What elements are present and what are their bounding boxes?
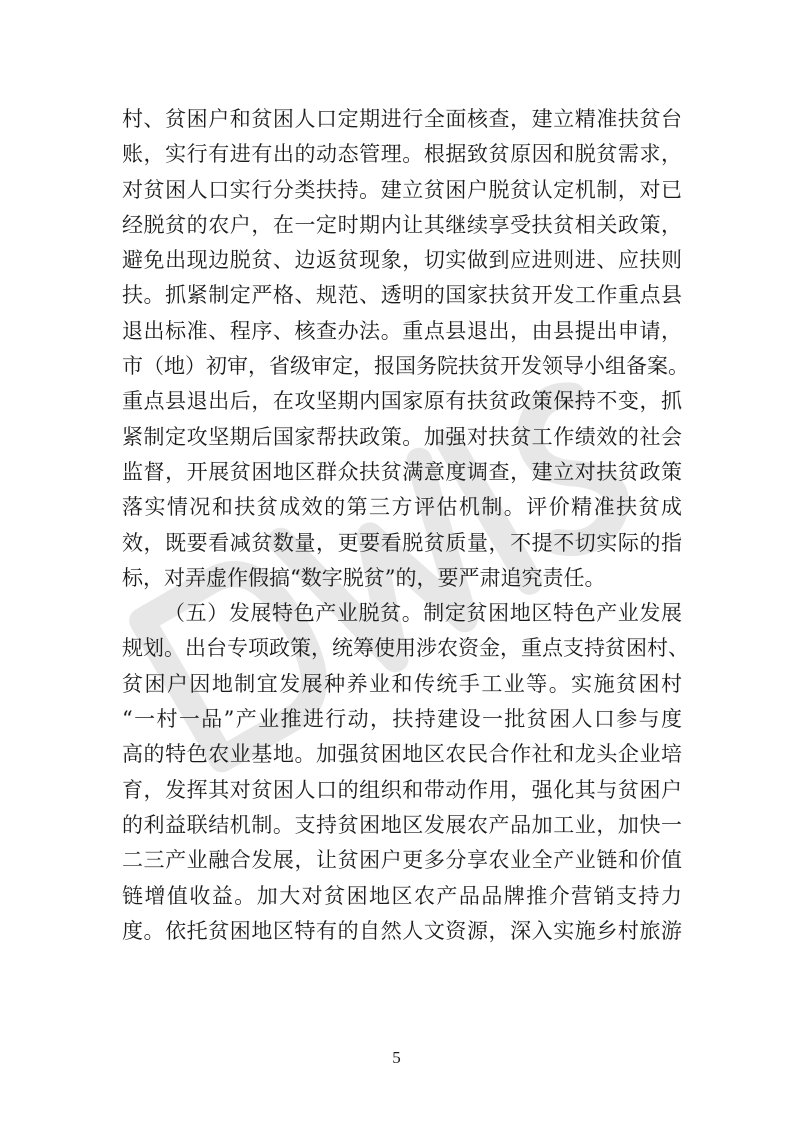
text-line: 村、贫困户和贫困人口定期进行全面核查，建立精准扶贫台	[122, 107, 682, 131]
text-line: 二三产业融合发展，让贫困户更多分享农业全产业链和价值	[122, 848, 682, 873]
text-line: 高的特色农业基地。加强贫困地区农民合作社和龙头企业培	[122, 742, 682, 767]
text-line: 经脱贫的农户，在一定时期内让其继续享受扶贫相关政策，	[122, 212, 682, 237]
page-number: 5	[392, 1048, 401, 1067]
text-line: 退出标准、程序、核查办法。重点县退出，由县提出申请，	[122, 318, 682, 343]
text-line: 落实情况和扶贫成效的第三方评估机制。评价精准扶贫成	[122, 495, 682, 520]
section-heading-line: （五）发展特色产业脱贫。制定贫困地区特色产业发展	[164, 601, 682, 626]
text-line: 对贫困人口实行分类扶持。建立贫困户脱贫认定机制，对已	[122, 177, 682, 202]
text-line: 监督，开展贫困地区群众扶贫满意度调查，建立对扶贫政策	[122, 459, 682, 484]
text-line: 紧制定攻坚期后国家帮扶政策。加强对扶贫工作绩效的社会	[122, 424, 682, 449]
text-line: 避免出现边脱贫、边返贫现象，切实做到应进则进、应扶则	[122, 248, 682, 273]
text-line: 扶。抓紧制定严格、规范、透明的国家扶贫开发工作重点县	[122, 283, 682, 308]
text-line: “一村一品”产业推进行动，扶持建设一批贫困人口参与度	[122, 707, 682, 732]
text-line: 市（地）初审，省级审定，报国务院扶贫开发领导小组备案。	[122, 354, 689, 379]
text-line: 育，发挥其对贫困人口的组织和带动作用，强化其与贫困户	[122, 777, 682, 802]
text-line: 效，既要看减贫数量，更要看脱贫质量，不提不切实际的指	[122, 530, 682, 555]
text-line: 账，实行有进有出的动态管理。根据致贫原因和脱贫需求，	[122, 142, 682, 167]
text-line: 贫困户因地制宜发展种养业和传统手工业等。实施贫困村	[122, 671, 682, 696]
text-line: 规划。出台专项政策，统筹使用涉农资金，重点支持贫困村、	[122, 636, 689, 661]
text-line: 链增值收益。加大对贫困地区农产品品牌推介营销支持力	[122, 883, 682, 908]
text-line: 重点县退出后，在攻坚期内国家原有扶贫政策保持不变，抓	[122, 389, 682, 414]
paragraph-end-line: 标，对弄虚作假搞“数字脱贫”的，要严肃追究责任。	[122, 565, 606, 590]
body-text	[122, 102, 689, 949]
text-line: 度。依托贫困地区特有的自然人文资源，深入实施乡村旅游	[122, 918, 682, 943]
text-line: 的利益联结机制。支持贫困地区发展农产品加工业，加快一	[122, 812, 682, 837]
